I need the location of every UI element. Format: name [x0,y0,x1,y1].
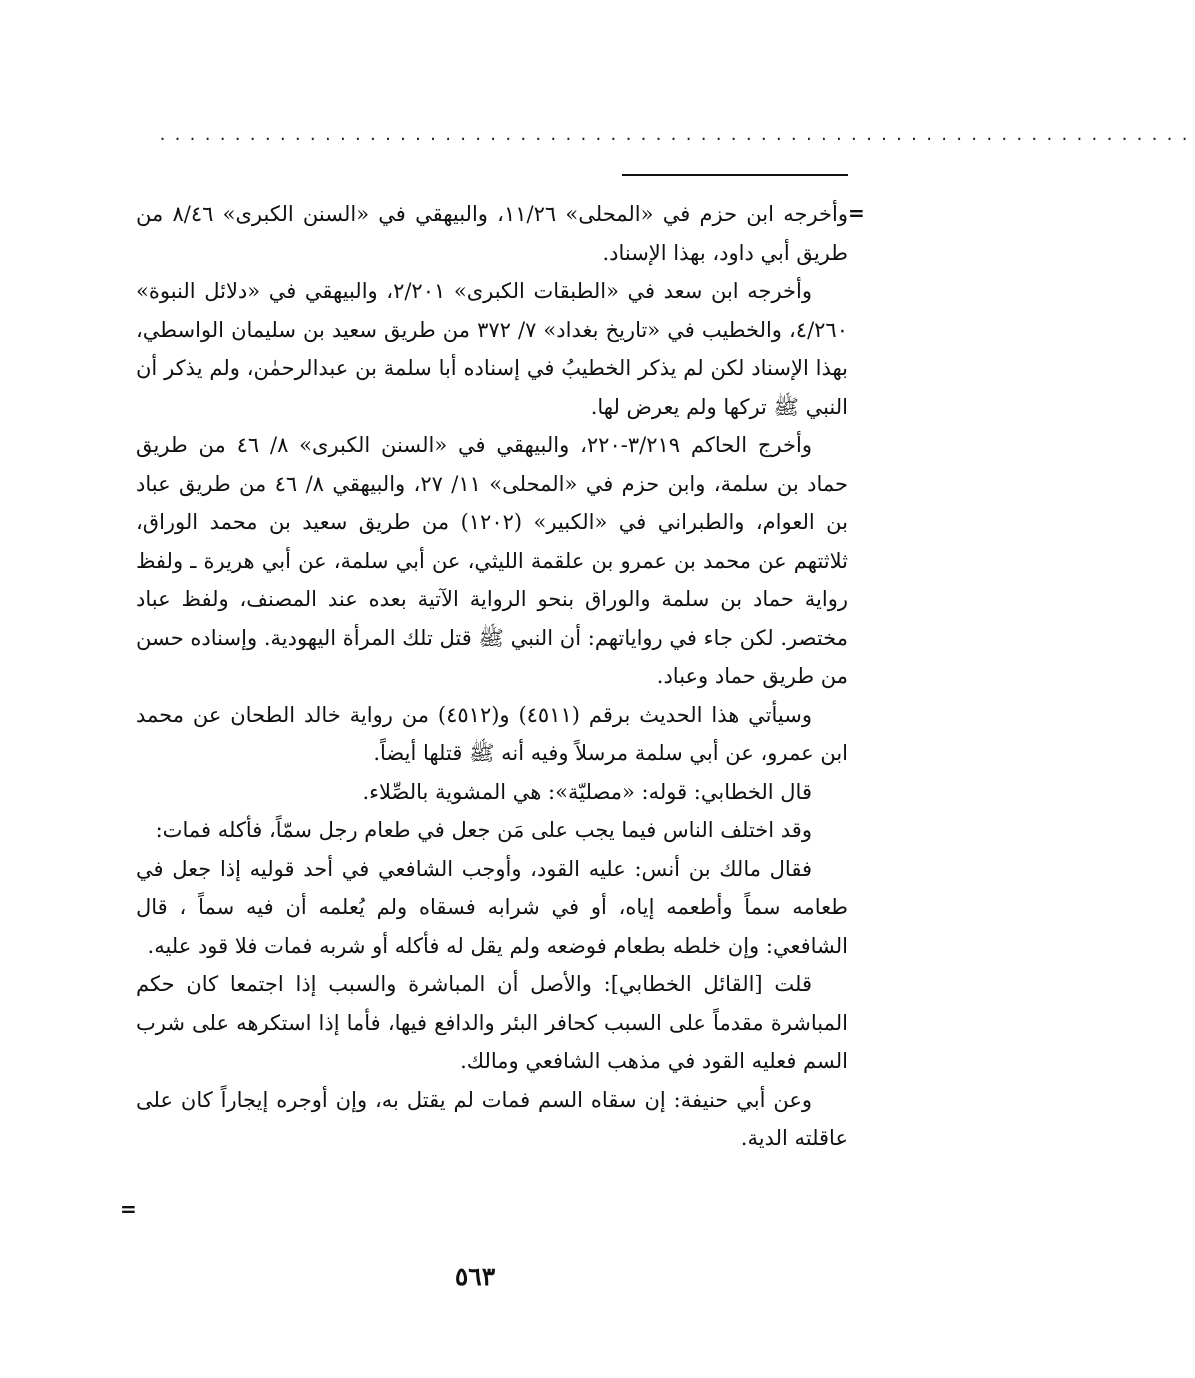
paragraph-2: وأخرجه ابن سعد في «الطبقات الكبرى» ٢/٢٠١، والبيهقي في «دلائل النبوة» ٤/٢٦٠، والخطيب في «تاريخ بغداد» ٧/ ٣٧٢ من طريق سعيد بن سليمان الواسطي، بهذا الإسناد لكن لم يذكر الخطيبُ في إسناده أبا سلمة بن عبدالرحمٰن، ولم يذكر أن النبي ﷺ تركها ولم يعرض لها. [136,279,848,419]
paragraph-1: وأخرجه ابن حزم في «المحلى» ١١/٢٦، والبيهقي في «السنن الكبرى» ٨/٤٦ من طريق أبي داود، بهذا الإسناد. [136,202,848,265]
continuation-mark-top: = [848,201,865,225]
footnote-rule [622,174,848,176]
paragraph-5: قال الخطابي: قوله: «مصليّة»: هي المشوية بالصِّلاء. [362,779,812,804]
paragraph-7: فقال مالك بن أنس: عليه القود، وأوجب الشافعي في أحد قوليه إذا جعل في طعامه سماً وأطعمه إياه، أو في شرابه فسقاه ولم يُعلمه أن فيه سماً ، قال الشافعي: وإن خلطه بطعام فوضعه ولم يقل له فأكله أو شربه فمات فلا قود عليه. [136,856,848,958]
paragraph-8: قلت [القائل الخطابي]: والأصل أن المباشرة والسبب إذا اجتمعا كان حكم المباشرة مقدماً على السبب كحافر البئر والدافع فيها، فأما إذا استكرهه على شرب السم فعليه القود في مذهب الشافعي ومالك. [136,972,848,1073]
continuation-mark-bottom: = [120,1197,137,1221]
paragraph-9: وعن أبي حنيفة: إن سقاه السم فمات لم يقتل به، وإن أوجره إيجاراً كان على عاقلته الدية. [136,1087,848,1150]
paragraph-3: وأخرج الحاكم ٣/٢١٩-٢٢٠، والبيهقي في «السنن الكبرى» ٨/ ٤٦ من طريق حماد بن سلمة، وابن حزم في «المحلى» ١١/ ٢٧، والبيهقي ٨/ ٤٦ من طريق عباد بن العوام، والطبراني في «الكبير» (١٢٠٢) من طريق سعيد بن محمد الوراق، ثلاثتهم عن محمد بن عمرو بن علقمة الليثي، عن أبي سلمة، عن أبي هريرة ـ ولفظ رواية حماد بن سلمة والوراق بنحو الرواية الآتية بعده عند المصنف، ولفظ عباد مختصر. لكن جاء في رواياتهم: أن النبي ﷺ قتل تلك المرأة اليهودية. وإسناده حسن من طريق حماد وعباد. [136,433,848,688]
paragraph-4: وسيأتي هذا الحديث برقم (٤٥١١) و(٤٥١٢) من رواية خالد الطحان عن محمد ابن عمرو، عن أبي سلمة مرسلاً وفيه أنه ﷺ قتلها أيضاً. [136,702,848,765]
dotted-separator: ····································································· [158,130,1195,148]
paragraph-6: وقد اختلف الناس فيما يجب على مَن جعل في طعام رجل سمّاً، فأكله فمات: [155,818,812,842]
footnote-text [136,195,848,1158]
page-number: ٥٦٣ [454,1262,496,1291]
